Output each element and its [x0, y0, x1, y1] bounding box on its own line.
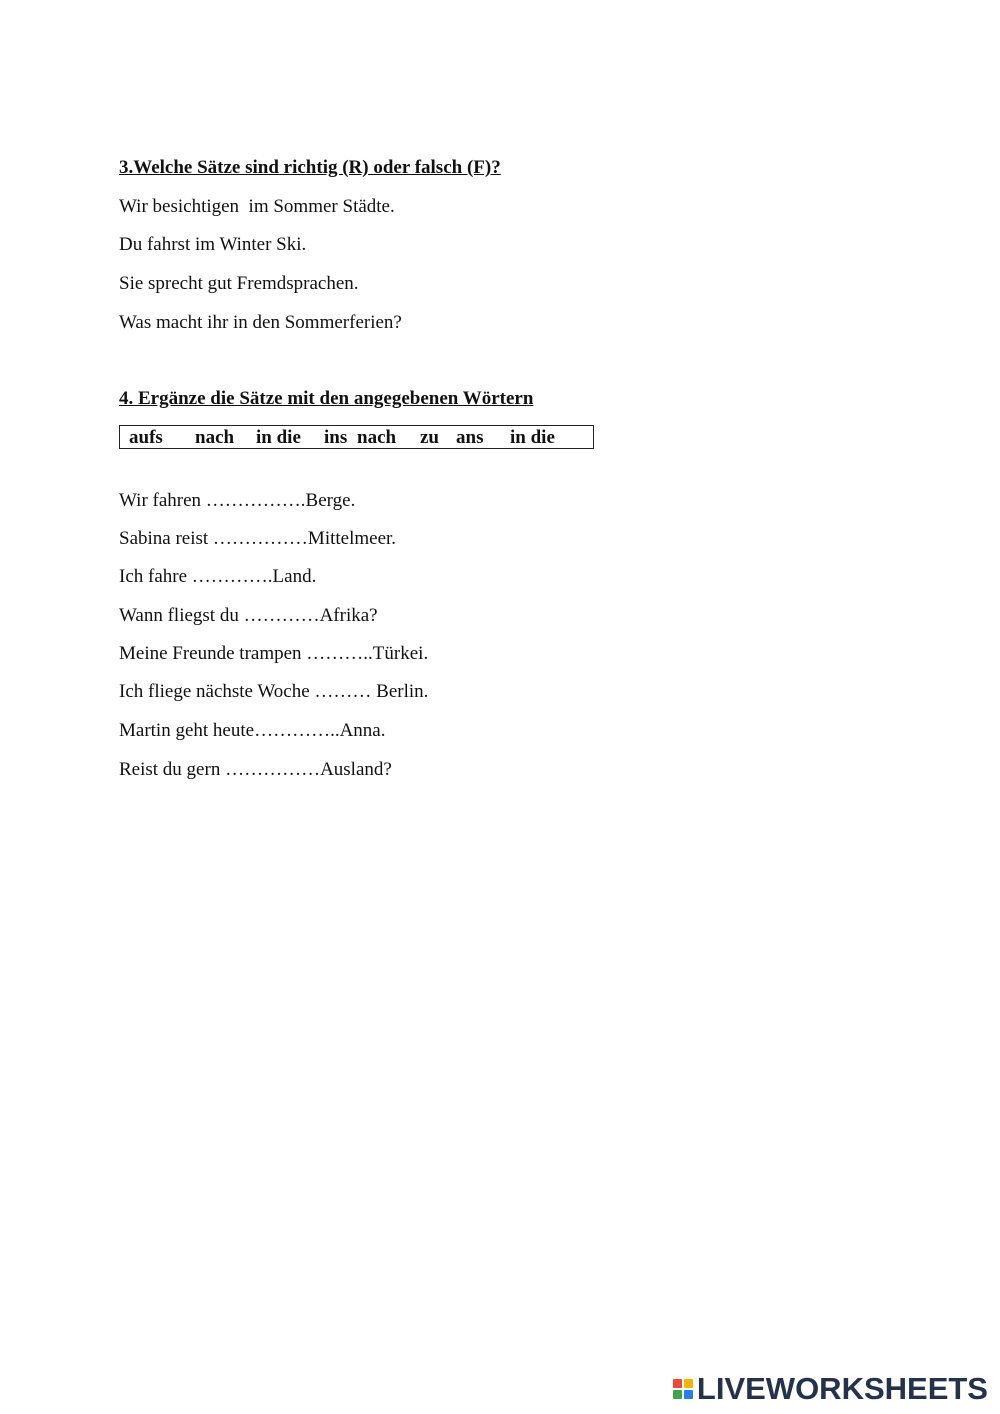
- word-bank-item: nach: [195, 427, 235, 448]
- section-3-sentence-3: Sie sprecht gut Fremdsprachen.: [119, 273, 359, 294]
- section-4-sentence-5: Meine Freunde trampen ………..Türkei.: [119, 643, 429, 664]
- section-4-sentence-4: Wann fliegst du …………Afrika?: [119, 605, 378, 626]
- section-3-heading: 3.Welche Sätze sind richtig (R) oder falsch (F)?: [119, 157, 501, 178]
- brand-name: LIVEWORKSHEETS: [696, 1371, 988, 1406]
- liveworksheets-brand: [673, 1372, 988, 1406]
- word-bank-item: zu: [420, 427, 439, 448]
- word-bank-item: in die: [510, 427, 555, 448]
- logo-square-icon: [684, 1379, 693, 1388]
- word-bank-item: ans: [456, 427, 484, 448]
- word-bank-item: nach: [357, 427, 397, 448]
- section-4-sentence-1: Wir fahren …………….Berge.: [119, 490, 356, 511]
- word-bank-item: ins: [324, 427, 348, 448]
- section-4-sentence-8: Reist du gern ……………Ausland?: [119, 759, 392, 780]
- section-4-sentence-6: Ich fliege nächste Woche ……… Berlin.: [119, 681, 429, 702]
- section-3-sentence-4: Was macht ihr in den Sommerferien?: [119, 312, 402, 333]
- word-bank-item: aufs: [129, 427, 163, 448]
- logo-square-icon: [673, 1390, 682, 1399]
- logo-square-icon: [684, 1390, 693, 1399]
- section-3-sentence-1: Wir besichtigen im Sommer Städte.: [119, 196, 395, 217]
- logo-square-icon: [673, 1379, 682, 1388]
- section-4-sentence-3: Ich fahre ………….Land.: [119, 566, 317, 587]
- word-bank-item: in die: [256, 427, 301, 448]
- section-3-sentence-2: Du fahrst im Winter Ski.: [119, 234, 307, 255]
- section-4-sentence-7: Martin geht heute…………..Anna.: [119, 720, 386, 741]
- section-4-sentence-2: Sabina reist ……………Mittelmeer.: [119, 528, 397, 549]
- word-bank-box: [119, 425, 594, 449]
- liveworksheets-logo-icon: [673, 1379, 693, 1399]
- section-4-heading: 4. Ergänze die Sätze mit den angegebenen Wörtern: [119, 388, 534, 409]
